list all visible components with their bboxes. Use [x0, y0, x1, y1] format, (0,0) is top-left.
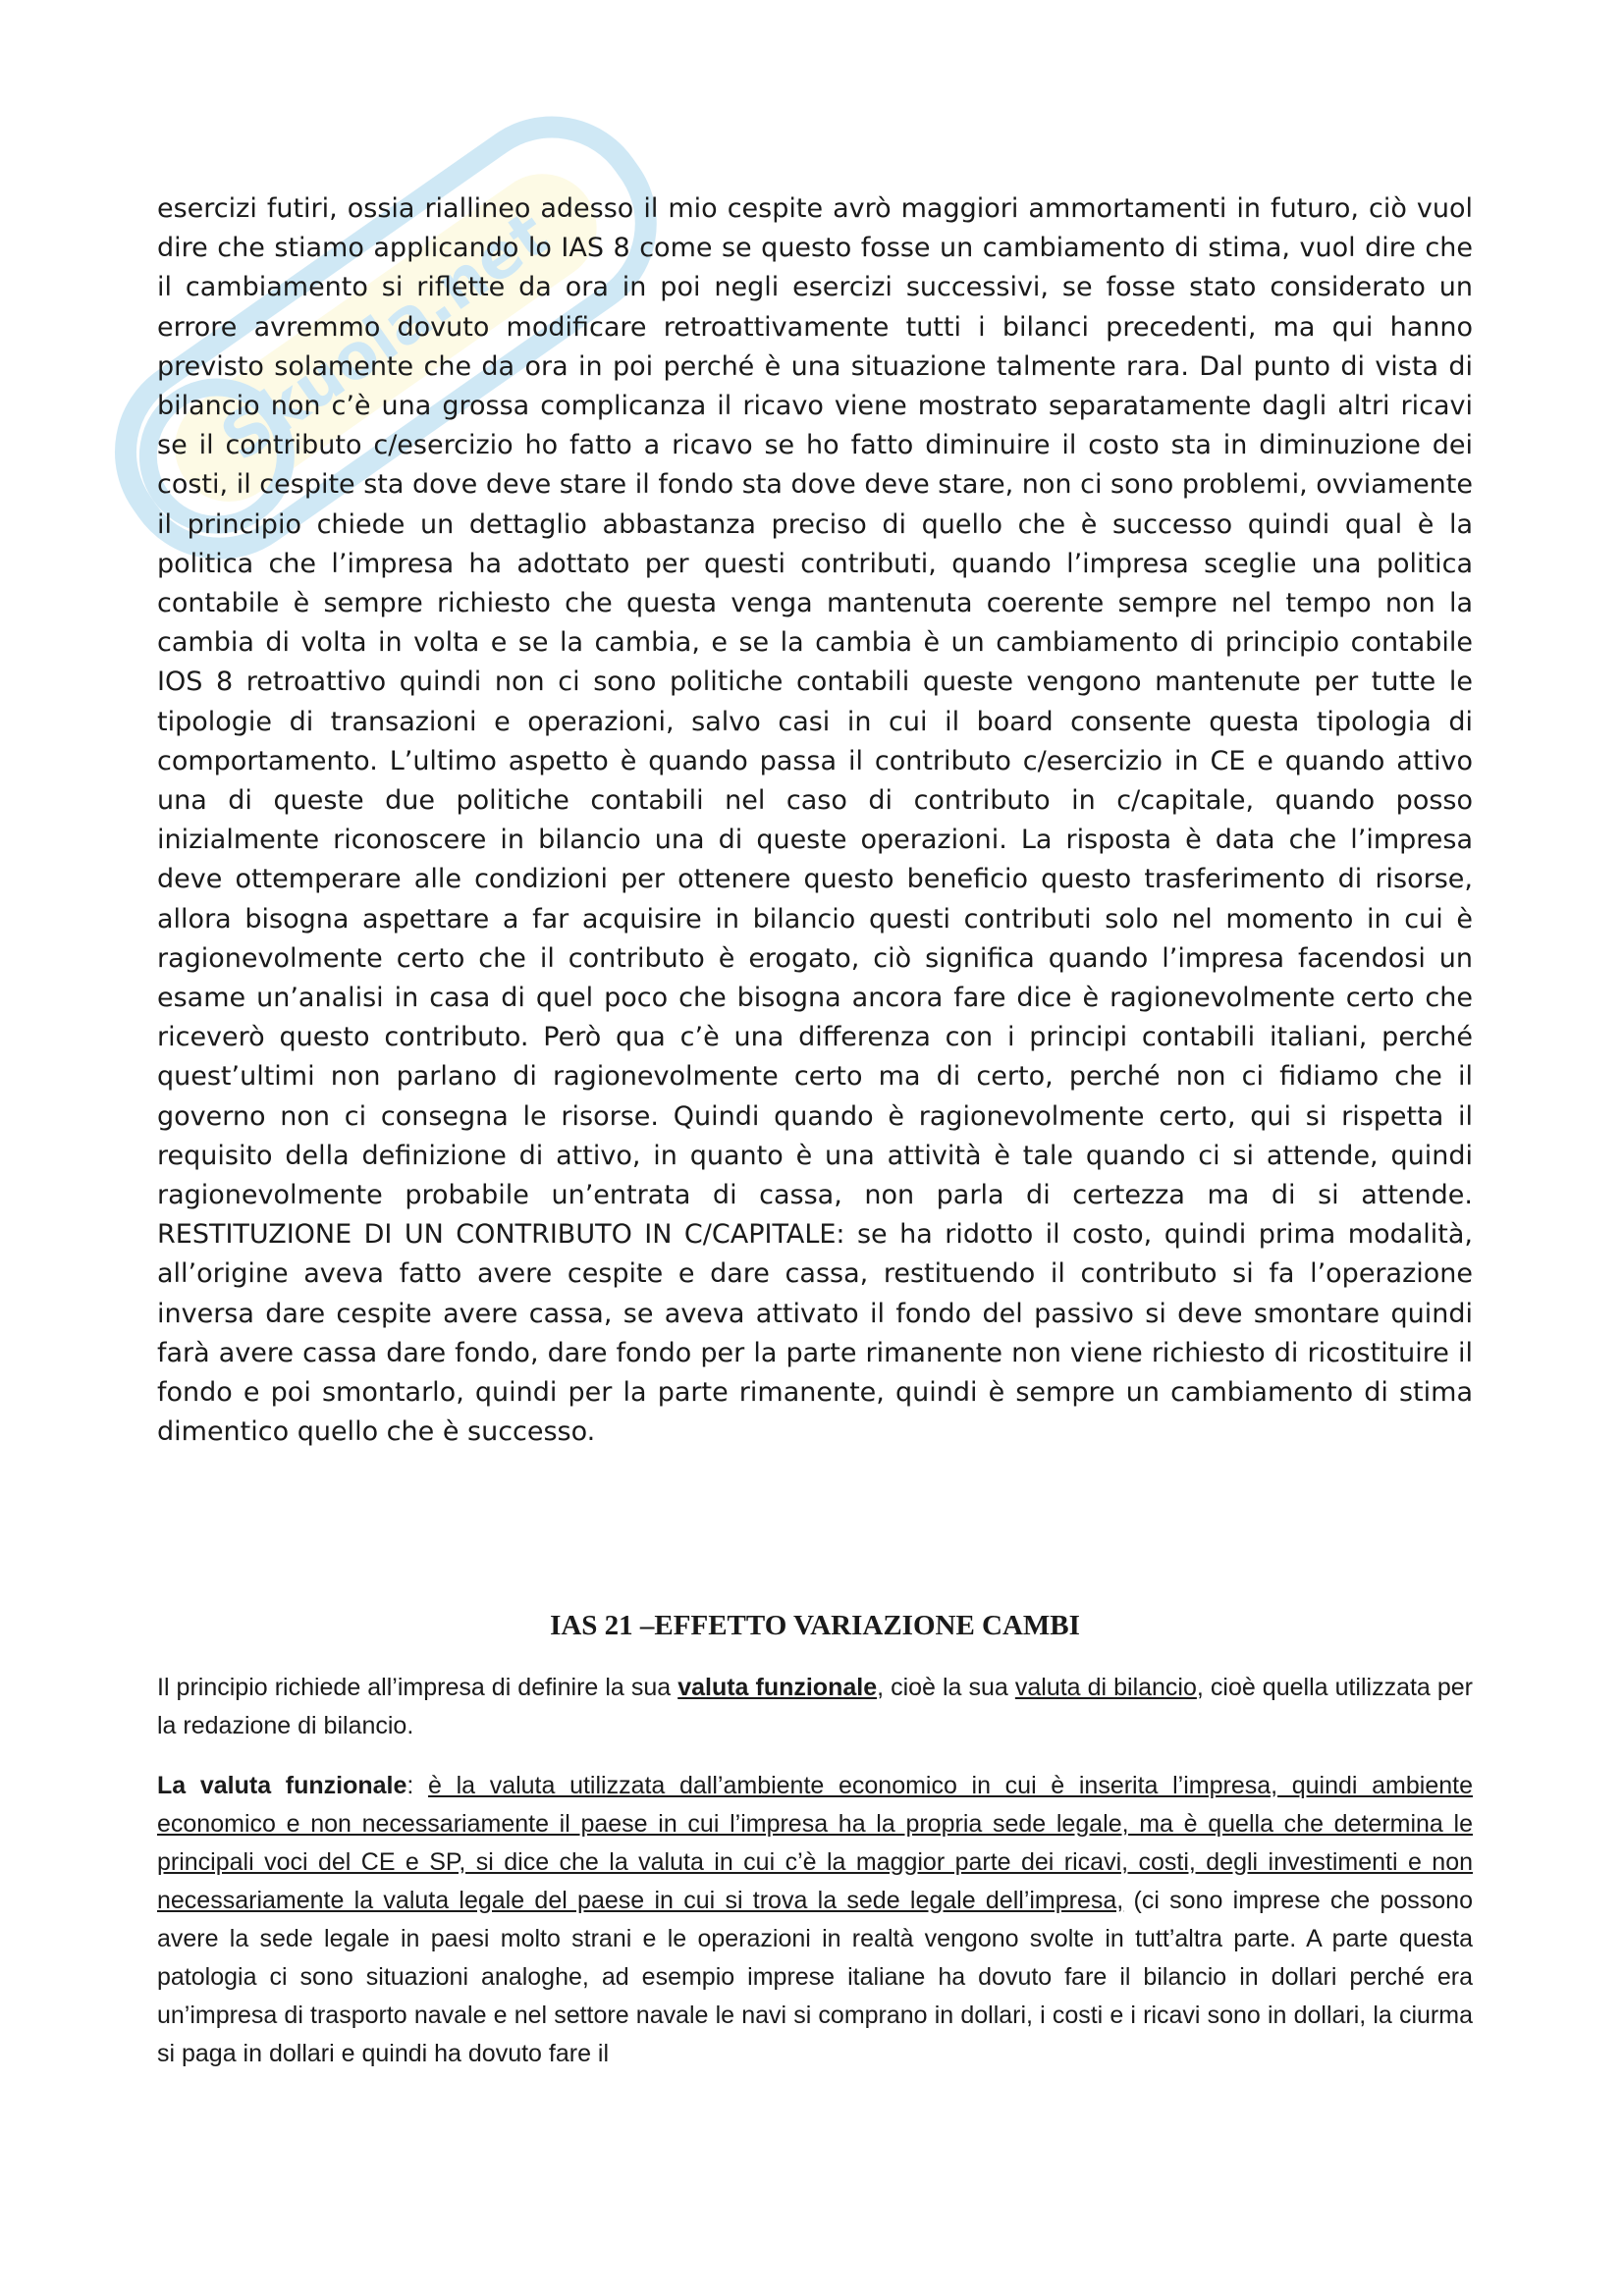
- definition-underlined: è la valuta utilizzata dall’ambiente economico in cui è inserita l’impresa, quindi ambiente economico e non necessariamente il paese in cui l’impresa ha la propria sede legale, ma è quella che determina le principali voci del CE e SP, si dice che la valuta in cui c’è la maggior parte dei ricavi, costi, degli investimenti e non necessariamente la valuta legale del paese in cui si trova la sede legale dell’impresa,: [157, 1772, 1473, 1914]
- section-heading: IAS 21 –EFFETTO VARIAZIONE CAMBI: [550, 1610, 1080, 1641]
- definition-colon: :: [406, 1772, 428, 1799]
- term-valuta-bilancio: valuta di bilancio: [1014, 1674, 1197, 1701]
- intro-text-e: , cioè quella utilizzata per la redazione di bilancio.: [157, 1674, 1474, 1739]
- definition-paragraph: [157, 1767, 1473, 2073]
- term-valuta-funzionale: valuta funzionale: [677, 1674, 878, 1701]
- intro-text-a: Il principio richiede all’impresa di definire la sua: [157, 1674, 678, 1701]
- intro-text-c: , cioè la sua: [877, 1674, 1015, 1701]
- intro-paragraph: [157, 1669, 1473, 1745]
- body-paragraph: esercizi futiri, ossia riallineo adesso il mio cespite avrò maggiori ammortamenti in futuro, ciò vuol dire che stiamo applicando lo IAS 8 come se questo fosse un cambiamento di stima, vuol dire che il cambiamento si riflette da ora in poi negli esercizi successivi, se fosse stato considerato un errore avremmo dovuto modificare retroattivamente tutti i bilanci precedenti, ma qui hanno previsto solamente che da ora in poi perché è una situazione talmente rara. Dal punto di vista di bilancio non c’è una grossa complicanza il ricavo viene mostrato separatamente dagli altri ricavi se il contributo c/esercizio ho fatto a ricavo se ho fatto diminuire il costo sta in diminuzione dei costi, il cespite sta dove deve stare il fondo sta dove deve stare, non ci sono problemi, ovviamente il principio chiede un dettaglio abbastanza preciso di quello che è successo quindi qual è la politica che l’impresa ha adottato per questi contributi, quando l’impresa sceglie una politica contabile è sempre richiesto che questa venga mantenuta coerente sempre nel tempo non la cambia di volta in volta e se la cambia, e se la cambia è un cambiamento di principio contabile IOS 8 retroattivo quindi non ci sono politiche contabili queste vengono mantenute per tutte le tipologie di transazioni e operazioni, salvo casi in cui il board consente questa tipologia di comportamento. L’ultimo aspetto è quando passa il contributo c/esercizio in CE e quando attivo una di queste due politiche contabili nel caso di contributo in c/capitale, quando posso inizialmente riconoscere in bilancio una di queste operazioni. La risposta è data che l’impresa deve ottemperare alle condizioni per ottenere questo beneficio questo trasferimento di risorse, allora bisogna aspettare a far acquisire in bilancio questi contributi solo nel momento in cui è ragionevolmente certo che il contributo è erogato, ciò significa quando l’impresa facendosi un esame un’analisi in casa di quel poco che bisogna ancora fare dice è ragionevolmente certo che riceverò questo contributo. Però qua c’è una differenza con i principi contabili italiani, perché quest’ultimi non parlano di ragionevolmente certo ma di certo, perché non ci fidiamo che il governo non ci consegna le risorse. Quindi quando è ragionevolmente certo, qui si rispetta il requisito della definizione di attivo, in quanto è una attività è tale quando ci si attende, quindi ragionevolmente probabile un’entrata di cassa, non parla di certezza ma di si attende. RESTITUZIONE DI UN CONTRIBUTO IN C/CAPITALE: se ha ridotto il costo, quindi prima modalità, all’origine aveva fatto avere cespite e dare cassa, restituendo il contributo si fa l’operazione inversa dare cespite avere cassa, se aveva attivato il fondo del passivo si deve smontare quindi farà avere cassa dare fondo, dare fondo per la parte rimanente non viene richiesto di ricostituire il fondo e poi smontarlo, quindi per la parte rimanente, quindi è sempre un cambiamento di stima dimentico quello che è successo.: [157, 193, 1473, 1448]
- definition-rest: (ci sono imprese che possono avere la sede legale in paesi molto strani e le operazioni in realtà vengono svolte in tutt’altra parte. A parte questa patologia ci sono situazioni analoghe, ad esempio imprese italiane ha dovuto fare il bilancio in dollari perché era un’impresa di trasporto navale e nel settore navale le navi si comprano in dollari, i costi e i ricavi sono in dollari, la ciurma si paga in dollari e quindi ha dovuto fare il: [157, 1887, 1473, 2067]
- definition-label: La valuta funzionale: [157, 1772, 407, 1799]
- watermark-text: Skuola.net: [208, 197, 563, 476]
